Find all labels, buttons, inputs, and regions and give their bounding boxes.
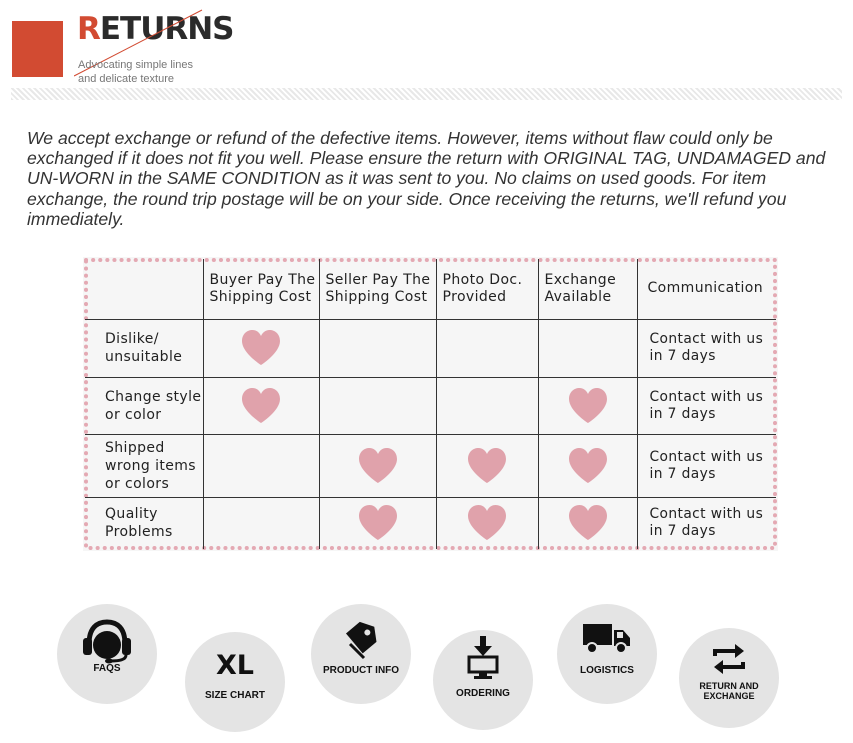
heart-icon — [240, 329, 282, 367]
logistics-link[interactable] — [557, 604, 657, 704]
heart-icon — [357, 504, 399, 542]
faqs-label: FAQS — [93, 663, 121, 674]
heart-icon — [240, 387, 282, 425]
header-communication: Communication — [637, 259, 776, 319]
title-rest: ETURNS — [99, 11, 234, 47]
logo-square — [12, 21, 63, 77]
cell-seller-pay — [319, 497, 436, 549]
headset-icon — [81, 618, 133, 664]
size-chart-label: SIZE CHART — [205, 690, 265, 701]
table-row — [85, 319, 776, 377]
tagline-line1: Advocating simple lines — [78, 59, 193, 71]
cell-photo-doc — [436, 319, 538, 377]
table-row — [85, 377, 776, 434]
table-row — [85, 434, 776, 497]
return-exchange-link[interactable] — [679, 628, 779, 728]
tagline — [78, 58, 218, 86]
returns-table — [85, 259, 776, 549]
ordering-label: ORDERING — [456, 688, 510, 699]
ordering-link[interactable] — [433, 630, 533, 730]
row-label: Dislike/ unsuitable — [85, 319, 203, 377]
cell-exchange — [538, 497, 637, 549]
heart-icon — [567, 447, 609, 485]
delivery-truck-icon — [583, 624, 631, 654]
header-buyer-pay: Buyer Pay The Shipping Cost — [203, 259, 319, 319]
row-label: Change style or color — [85, 377, 203, 434]
cell-communication: Contact with us in 7 days — [637, 319, 776, 377]
cell-seller-pay — [319, 319, 436, 377]
header-seller-pay: Seller Pay The Shipping Cost — [319, 259, 436, 319]
cell-communication: Contact with us in 7 days — [637, 497, 776, 549]
cell-communication: Contact with us in 7 days — [637, 434, 776, 497]
heart-icon — [466, 504, 508, 542]
cell-buyer-pay — [203, 434, 319, 497]
exchange-arrows-icon — [711, 642, 747, 676]
heart-icon — [466, 447, 508, 485]
cell-photo-doc — [436, 497, 538, 549]
return-exchange-label — [679, 681, 779, 701]
returns-table-frame — [83, 257, 778, 551]
faqs-link[interactable] — [57, 604, 157, 704]
tagline-line2: and delicate texture — [78, 73, 175, 85]
price-tag-icon — [340, 614, 384, 660]
header-photo-doc: Photo Doc. Provided — [436, 259, 538, 319]
header-divider — [11, 88, 842, 100]
cell-buyer-pay — [203, 319, 319, 377]
cell-photo-doc — [436, 377, 538, 434]
cell-exchange — [538, 377, 637, 434]
cell-buyer-pay — [203, 377, 319, 434]
product-info-label: PRODUCT INFO — [322, 665, 400, 676]
product-info-link[interactable] — [311, 604, 411, 704]
cell-buyer-pay — [203, 497, 319, 549]
heart-icon — [567, 504, 609, 542]
row-label: Quality Problems — [85, 497, 203, 549]
heart-icon — [357, 447, 399, 485]
table-header-row — [85, 259, 776, 319]
policy-text: We accept exchange or refund of the defective items. However, items without flaw could only be exchanged if it does not fit you well. Please ensure the return with ORIGINAL TAG, UNDAMAGED and UN-WORN in the SAME CONDITION as it was sent to you. No claims on used goods. For item exchange, the round trip postage will be on your side. Once receiving the returns, we'll refund you immediately. — [27, 128, 826, 229]
return-exchange-label-line1: RETURN AND — [699, 681, 759, 691]
cell-exchange — [538, 319, 637, 377]
row-label: Shipped wrong items or colors — [85, 434, 203, 497]
computer-download-icon — [467, 636, 499, 684]
return-exchange-label-line2: EXCHANGE — [703, 691, 755, 701]
size-chart-link[interactable] — [185, 632, 285, 732]
table-row — [85, 497, 776, 549]
header-empty — [85, 259, 203, 319]
heart-icon — [567, 387, 609, 425]
xl-size-icon: XL — [215, 650, 255, 681]
cell-exchange — [538, 434, 637, 497]
cell-communication: Contact with us in 7 days — [637, 377, 776, 434]
cell-seller-pay — [319, 377, 436, 434]
logistics-label: LOGISTICS — [580, 665, 634, 676]
header-exchange: Exchange Available — [538, 259, 637, 319]
cell-photo-doc — [436, 434, 538, 497]
title-first-letter: R — [77, 11, 100, 47]
cell-seller-pay — [319, 434, 436, 497]
